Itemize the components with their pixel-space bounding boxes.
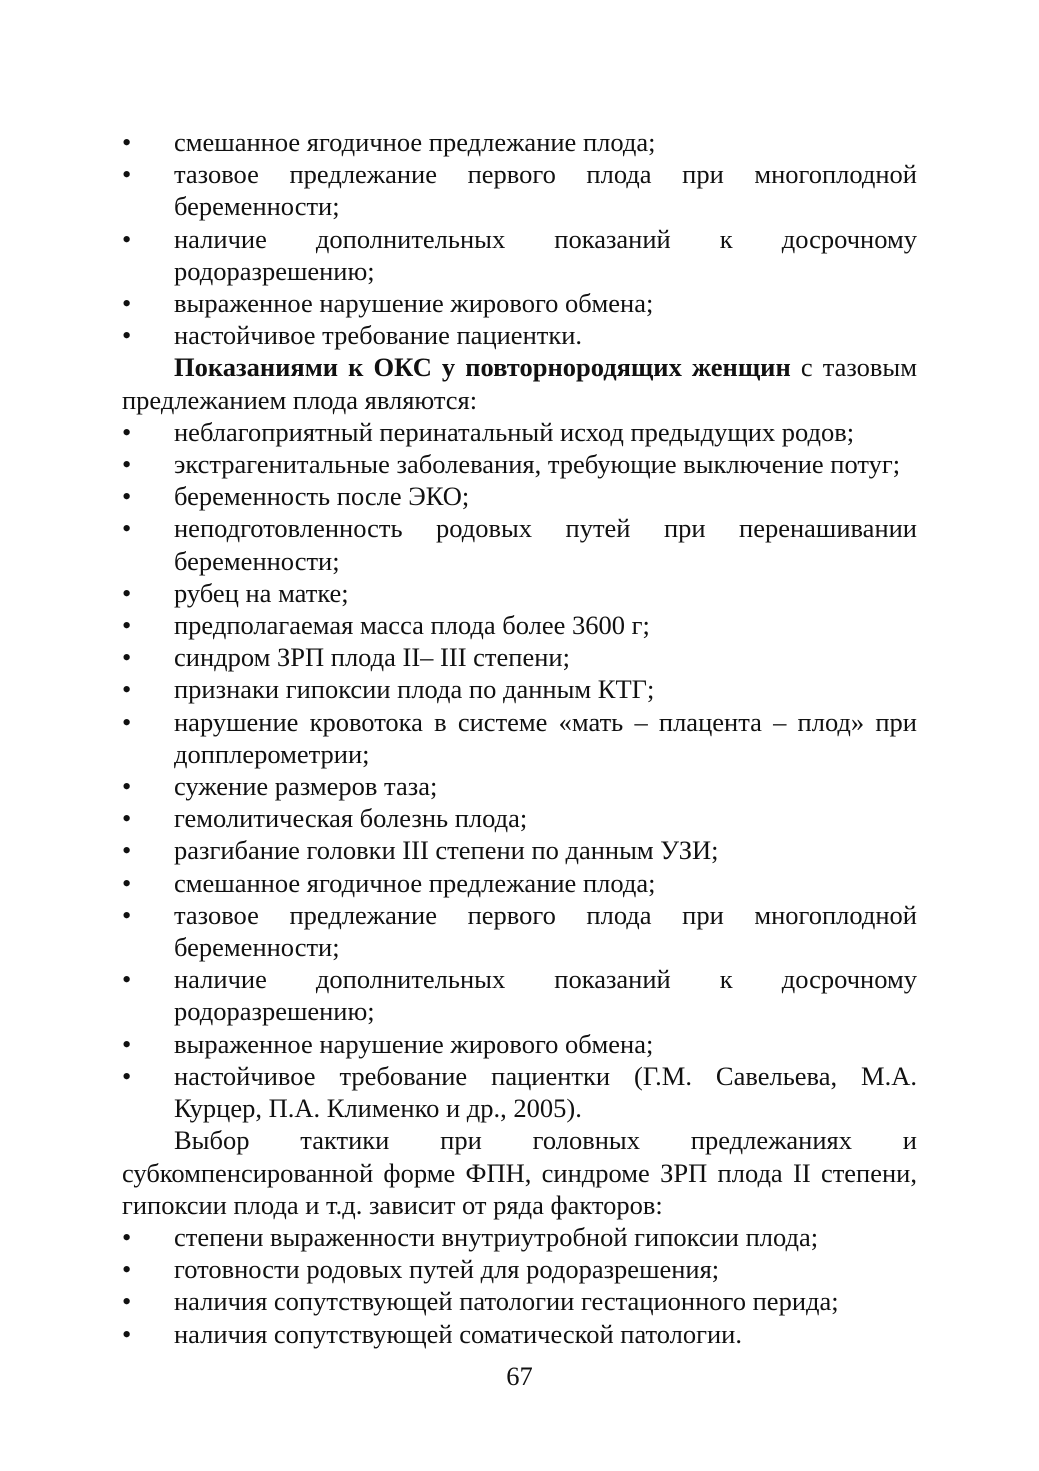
list-indications xyxy=(122,416,917,1124)
page-number: 67 xyxy=(506,1361,533,1391)
list-item: • синдром ЗРП плода II– III степени; xyxy=(122,642,570,673)
bullet-icon: • xyxy=(122,1028,132,1059)
list-item: • выраженное нарушение жирового обмена; xyxy=(122,1028,654,1059)
list-item: • разгибание головки III степени по данным УЗИ; xyxy=(122,835,719,866)
bullet-icon: • xyxy=(122,803,132,834)
bullet-icon: • xyxy=(122,513,132,544)
bullet-icon: • xyxy=(122,706,132,737)
bullet-icon: • xyxy=(122,835,132,866)
list-item: • наличие дополнительных показаний к досрочному родоразрешению; xyxy=(122,964,917,1027)
bullet-icon: • xyxy=(122,771,132,802)
bullet-icon: • xyxy=(122,674,132,705)
bullet-icon: • xyxy=(122,1221,132,1252)
bullet-icon: • xyxy=(122,1060,132,1091)
bullet-icon: • xyxy=(122,867,132,898)
list-item: • экстрагенитальные заболевания, требующие выключение потуг; xyxy=(122,449,901,480)
bullet-icon: • xyxy=(122,1254,132,1285)
list-item: • нарушение кровотока в системе «мать – плацента – плод» при допплерометрии; xyxy=(122,706,917,769)
list-item: • смешанное ягодичное предлежание плода; xyxy=(122,867,656,898)
list-item: • выраженное нарушение жирового обмена; xyxy=(122,288,654,319)
bullet-icon: • xyxy=(122,416,132,447)
bullet-icon: • xyxy=(122,1318,132,1349)
list-item: • неблагоприятный перинатальный исход предыдущих родов; xyxy=(122,416,855,447)
list-top xyxy=(122,126,917,351)
list-item: • сужение размеров таза; xyxy=(122,771,438,802)
bullet-icon: • xyxy=(122,1286,132,1317)
list-item: • готовности родовых путей для родоразрешения; xyxy=(122,1254,720,1285)
bullet-icon: • xyxy=(122,320,132,351)
bold-lead: Показаниями к ОКС у повторнородящих женщин xyxy=(174,352,791,383)
list-item: • наличия сопутствующей соматической патологии. xyxy=(122,1318,742,1349)
list-item: • гемолитическая болезнь плода; xyxy=(122,803,528,834)
bullet-icon: • xyxy=(122,964,132,995)
list-item: • настойчивое требование пациентки (Г.М. Савельева, М.А. Курцер, П.А. Клименко и др., 2005). xyxy=(122,1060,917,1124)
list-factors xyxy=(122,1221,917,1350)
list-item: • неподготовленность родовых путей при перенашивании беременности; xyxy=(122,513,917,576)
bullet-icon: • xyxy=(122,577,132,608)
list-item: • тазовое предлежание первого плода при многоплодной беременности; xyxy=(122,159,917,222)
bullet-icon: • xyxy=(122,642,132,673)
list-item: • степени выраженности внутриутробной гипоксии плода; xyxy=(122,1221,819,1252)
bullet-icon: • xyxy=(122,610,132,641)
bullet-icon: • xyxy=(122,127,132,157)
bullet-icon: • xyxy=(122,288,132,319)
list-item: • беременность после ЭКО; xyxy=(122,481,470,512)
list-item: • признаки гипоксии плода по данным КТГ; xyxy=(122,674,655,705)
list-item: • тазовое предлежание первого плода при многоплодной беременности; xyxy=(122,899,917,963)
list-item: • смешанное ягодичное предлежание плода; xyxy=(122,127,656,157)
list-item: • наличия сопутствующей патологии гестационного перида; xyxy=(122,1286,839,1317)
paragraph-tactics: Выбор тактики при головных предлежаниях и субкомпенсированной форме ФПН, синдроме ЗРП плода II степени, гипоксии плода и т.д. зависит от ряда факторов: xyxy=(122,1125,917,1220)
bullet-icon: • xyxy=(122,159,132,190)
bullet-icon: • xyxy=(122,481,132,512)
list-item: • предполагаемая масса плода более 3600 г; xyxy=(122,610,650,641)
list-item: • наличие дополнительных показаний к досрочному родоразрешению; xyxy=(122,223,917,286)
paragraph-indications-intro: Показаниями к ОКС у повторнородящих женщин с тазовым предлежанием плода являются: xyxy=(122,352,918,415)
list-item: • рубец на матке; xyxy=(122,577,349,608)
list-item: • настойчивое требование пациентки. xyxy=(122,320,583,351)
bullet-icon: • xyxy=(122,449,132,480)
bullet-icon: • xyxy=(122,899,132,930)
bullet-icon: • xyxy=(122,223,132,254)
